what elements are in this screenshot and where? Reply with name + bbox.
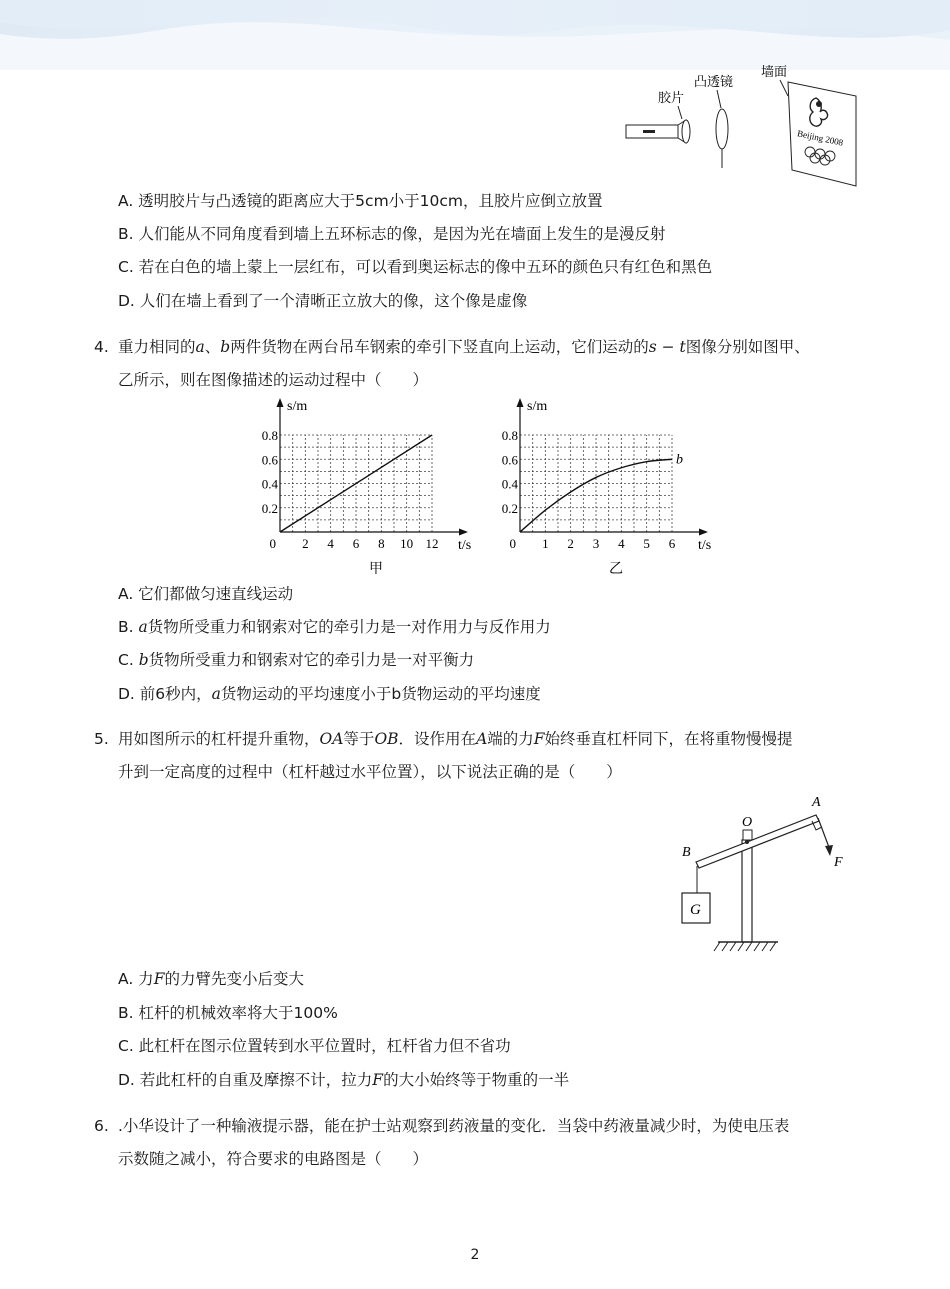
q6-number: 6.	[94, 1117, 109, 1135]
x-axis-label: t/s	[458, 538, 472, 553]
q6-stem-line2: 示数随之减小，符合要求的电路图是（ ）	[118, 1150, 429, 1168]
y-tick-label: 0.4	[501, 476, 518, 492]
y-axis-label: s/m	[527, 399, 548, 414]
q4-option-b: B. a货物所受重力和钢索对它的牵引力是一对作用力与反作用力	[118, 618, 551, 636]
chart-yi	[490, 395, 730, 580]
header-wave-decoration	[0, 0, 950, 70]
series-label: b	[676, 452, 683, 468]
q5-option-b: B. 杠杆的机械效率将大于100%	[118, 1004, 338, 1022]
x-tick-label: 2	[302, 536, 309, 551]
label-a: A	[812, 795, 821, 810]
y-tick-label: 0.4	[261, 476, 278, 492]
chart-title: 甲	[369, 562, 383, 577]
x-tick-label: 6	[352, 536, 360, 551]
q3-option-d: D. 人们在墙上看到了一个清晰正立放大的像，这个像是虚像	[118, 292, 528, 310]
chart-title: 乙	[609, 562, 623, 577]
lens-label: 凸透镜	[694, 74, 734, 89]
x-tick-label: 0	[509, 536, 516, 551]
wall-label: 墙面	[761, 64, 788, 79]
film-label: 胶片	[658, 90, 685, 105]
x-tick-label: 8	[378, 536, 385, 551]
q5-option-a: A. 力F的力臂先变小后变大	[118, 970, 304, 988]
lever-figure	[670, 790, 860, 960]
q4-stem-line2: 乙所示，则在图像描述的运动过程中（ ）	[118, 371, 429, 389]
x-tick-label: 1	[542, 536, 549, 551]
wall-poster-icon	[788, 82, 856, 186]
x-tick-label: 2	[567, 536, 574, 551]
x-tick-label: 10	[400, 536, 414, 551]
q5-stem-line2: 升到一定高度的过程中（杠杆越过水平位置），以下说法正确的是（ ）	[118, 763, 622, 781]
y-tick-label: 0.2	[261, 500, 278, 516]
q5-number: 5.	[94, 730, 109, 748]
q3-option-a: A. 透明胶片与凸透镜的距离应大于5cm小于10cm，且胶片应倒立放置	[118, 192, 603, 210]
projector-figure	[620, 62, 860, 190]
convex-lens-icon	[716, 109, 728, 168]
x-tick-label: 12	[425, 536, 439, 551]
x-tick-label: 4	[327, 536, 334, 551]
chart-grid	[520, 435, 672, 532]
x-tick-label: 4	[618, 536, 625, 551]
label-g: G	[690, 902, 701, 918]
q5-stem-line1: 用如图所示的杠杆提升重物，OA等于OB．设作用在A端的力F始终垂直杠杆同下，在将重物慢慢提	[118, 730, 793, 748]
y-tick-label: 0.8	[501, 428, 518, 443]
poster-text: Beijing 2008	[796, 128, 845, 148]
x-axis-label: t/s	[698, 538, 712, 553]
y-tick-label: 0.6	[261, 452, 278, 468]
y-axis-arrow	[277, 398, 284, 407]
y-tick-label: 0.8	[261, 428, 278, 443]
chart-jia	[250, 395, 490, 580]
q3-option-b: B. 人们能从不同角度看到墙上五环标志的像，是因为光在墙面上发生的是漫反射	[118, 225, 666, 243]
projector-icon	[626, 120, 690, 143]
q5-option-c: C. 此杠杆在图示位置转到水平位置时，杠杆省力但不省功	[118, 1037, 511, 1055]
q4-number: 4.	[94, 338, 109, 356]
y-tick-label: 0.2	[501, 500, 518, 516]
q3-option-c: C. 若在白色的墙上蒙上一层红布，可以看到奥运标志的像中五环的颜色只有红色和黑色	[118, 258, 713, 276]
x-tick-label: 3	[592, 536, 600, 551]
q4-option-c: C. b货物所受重力和钢索对它的牵引力是一对平衡力	[118, 651, 475, 669]
x-tick-label: 0	[269, 536, 276, 551]
page-number: 2	[470, 1247, 480, 1263]
force-arrow	[812, 818, 833, 856]
q4-option-d: D. 前6秒内，a货物运动的平均速度小于b货物运动的平均速度	[118, 685, 541, 703]
label-o: O	[742, 815, 753, 830]
label-b: B	[682, 845, 691, 860]
q4-option-a: A. 它们都做匀速直线运动	[118, 585, 294, 603]
x-axis-arrow	[459, 529, 468, 536]
y-axis-label: s/m	[287, 399, 308, 414]
x-tick-label: 5	[643, 536, 650, 551]
lever-bar	[696, 815, 819, 868]
q4-stem-line1: 重力相同的a、b两件货物在两台吊车钢索的牵引下竖直向上运动，它们运动的s − t图像分别如图甲、	[118, 338, 810, 356]
x-axis-arrow	[699, 529, 708, 536]
x-tick-label: 6	[668, 536, 676, 551]
q5-option-d: D. 若此杠杆的自重及摩擦不计，拉力F的大小始终等于物重的一半	[118, 1071, 570, 1089]
label-f: F	[834, 855, 843, 870]
y-tick-label: 0.6	[501, 452, 518, 468]
y-axis-arrow	[517, 398, 524, 407]
q6-stem-line1: .小华设计了一种输液提示器，能在护士站观察到药液量的变化．当袋中药液量减少时，为使电压表	[118, 1117, 790, 1135]
